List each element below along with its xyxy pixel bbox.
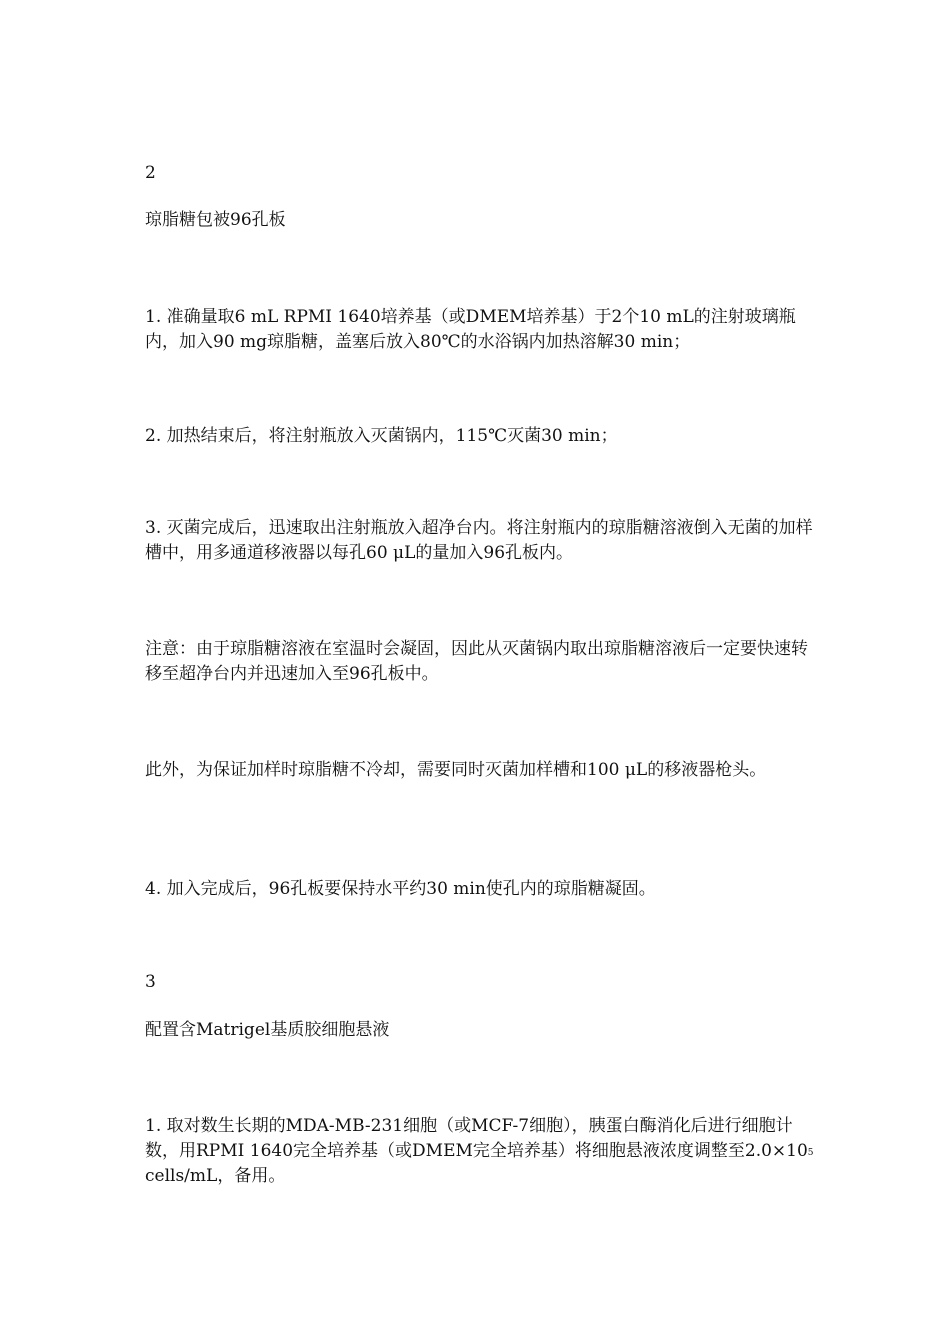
section-number: 3 [145,972,156,992]
paragraph-step-3: 3. 灭菌完成后，迅速取出注射瓶放入超净台内。将注射瓶内的琼脂糖溶液倒入无菌的加样槽中，用多通道移液器以每孔60 μL的量加入96孔板内。 [145,518,813,563]
paragraph-text-after-exponent: cells/mL，备用。 [145,1141,831,1186]
paragraph-note: 注意：由于琼脂糖溶液在室温时会凝固，因此从灭菌锅内取出琼脂糖溶液后一定要快速转移至超净台内并迅速加入至96孔板中。 [145,639,808,684]
paragraph-step-1: 1. 准确量取6 mL RPMI 1640培养基（或DMEM培养基）于2个10 mL的注射玻璃瓶内，加入90 mg琼脂糖，盖塞后放入80℃的水浴锅内加热溶解30 min； [145,307,796,352]
paragraph-cell-suspension-step-1 [145,1114,831,1189]
paragraph-additional-note: 此外，为保证加样时琼脂糖不冷却，需要同时灭菌加样槽和100 μL的移液器枪头。 [145,760,767,780]
exponent: 5 [807,1148,814,1158]
paragraph-text-before-exponent: 1. 取对数生长期的MDA-MB-231细胞（或MCF-7细胞），胰蛋白酶消化后进行细胞计数，用RPMI 1640完全培养基（或DMEM完全培养基）将细胞悬液浓度调整至2.0×10 [145,1116,808,1161]
paragraph-step-2: 2. 加热结束后，将注射瓶放入灭菌锅内，115℃灭菌30 min； [145,426,618,446]
section-number: 2 [145,163,156,183]
paragraph-step-4: 4. 加入完成后，96孔板要保持水平约30 min使孔内的琼脂糖凝固。 [145,879,656,899]
section-title: 琼脂糖包被96孔板 [145,210,286,230]
section-title: 配置含Matrigel基质胶细胞悬液 [145,1020,390,1040]
